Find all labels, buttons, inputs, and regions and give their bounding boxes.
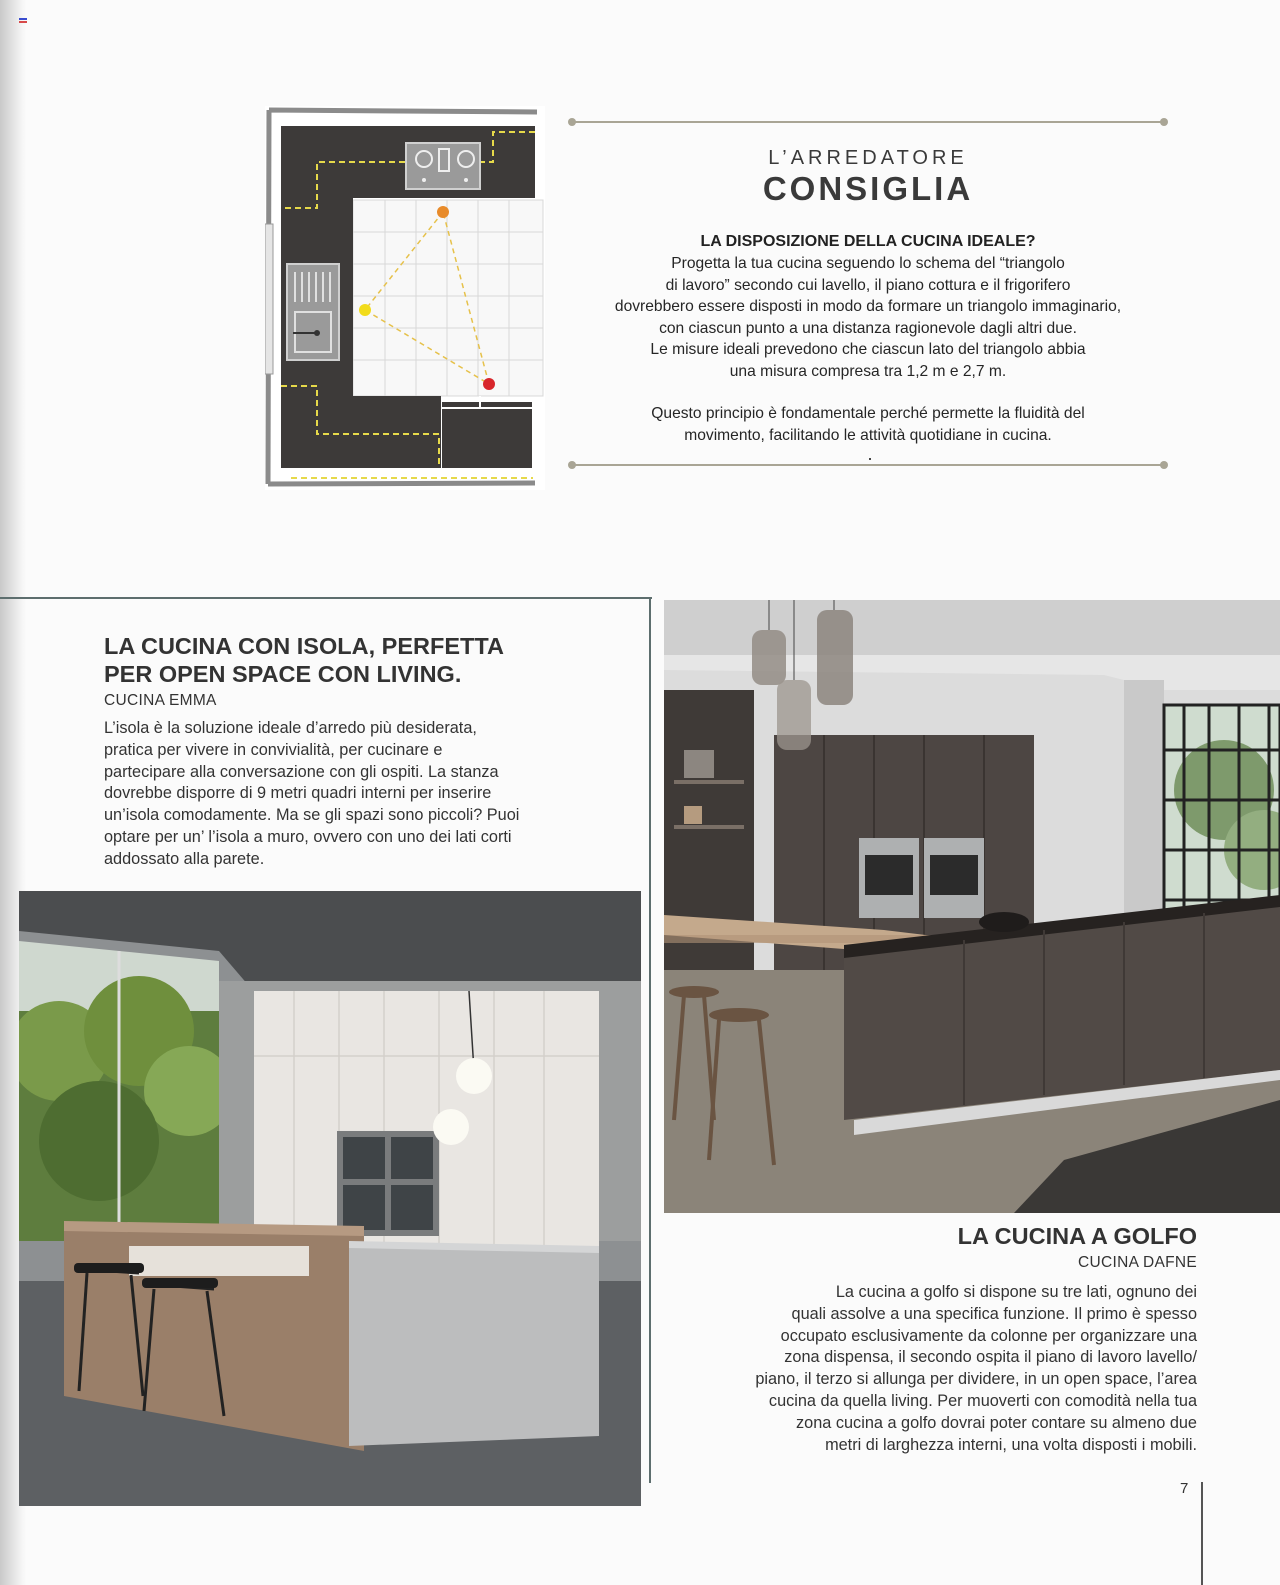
- emma-line: addossato alla parete.: [104, 849, 265, 868]
- advice-top-rule: [572, 121, 1164, 123]
- emma-kitchen-photo: [19, 891, 641, 1506]
- page-rule: [1201, 1482, 1203, 1585]
- emma-subtitle: CUCINA EMMA: [104, 692, 217, 709]
- kitchen-plan-diagram: [265, 106, 545, 490]
- advice-title: CONSIGLIA: [762, 170, 974, 207]
- dafne-line: zona dispensa, il secondo ospita il piano di lavoro lavello/: [784, 1348, 1197, 1367]
- advice-line: movimento, facilitando le attività quotidiane in cucina.: [684, 426, 1052, 444]
- advice-body: [572, 253, 1164, 383]
- emma-line: dovrebbe disporre di 9 metri quadri interni per inserire: [104, 784, 492, 803]
- dafne-subtitle: CUCINA DAFNE: [1077, 1254, 1197, 1271]
- fridge-point: [483, 378, 495, 390]
- advice-line: di lavoro” secondo cui lavello, il piano cottura e il frigorifero: [665, 276, 1071, 294]
- dafne-body: [657, 1282, 1197, 1456]
- hob-icon: [406, 143, 480, 189]
- emma-title-line: LA CUCINA CON ISOLA, PERFETTA: [104, 633, 504, 659]
- tile-floor: [353, 200, 543, 396]
- emma-body: [104, 718, 624, 871]
- dafne-kitchen-photo: [664, 600, 1280, 1213]
- dafne-line: zona cucina a golfo dovrai poter contare su almeno due: [796, 1413, 1197, 1432]
- advice-line: dovrebbero essere disposti in modo da formare un triangolo immaginario,: [614, 298, 1122, 316]
- section-frame-top: [0, 597, 652, 599]
- advice-body-2: [572, 403, 1164, 446]
- sink-point: [359, 304, 371, 316]
- page-number: 7: [1180, 1480, 1189, 1497]
- dafne-line: occupato esclusivamente da colonne per organizzare una: [780, 1326, 1197, 1345]
- dafne-line: La cucina a golfo si dispone su tre lati, ognuno dei: [835, 1283, 1197, 1301]
- stove-point: [437, 206, 449, 218]
- advice-question: LA DISPOSIZIONE DELLA CUCINA IDEALE?: [700, 233, 1036, 250]
- emma-line: optare per un’ l’isola a muro, ovvero con uno dei lati corti: [104, 827, 512, 846]
- dafne-line: quali assolve a una specifica funzione. Il primo è spesso: [791, 1304, 1197, 1323]
- separator-dot: [869, 458, 871, 460]
- sink-icon: [287, 264, 339, 360]
- emma-title: [104, 632, 624, 688]
- dafne-title: LA CUCINA A GOLFO: [957, 1223, 1197, 1249]
- advice-kicker: L’ARREDATORE: [768, 147, 968, 169]
- advice-line: Le misure ideali prevedono che ciascun lato del triangolo abbia: [650, 341, 1086, 359]
- advice-line: Questo principio è fondamentale perché permette la fluidità del: [651, 405, 1085, 422]
- dafne-line: cucina da quella living. Per muoverti con comodità nella tua: [768, 1391, 1197, 1410]
- emma-line: pratica per vivere in convivialità, per cucinare e: [104, 740, 443, 759]
- emma-line: L’isola è la soluzione ideale d’arredo più desiderata,: [104, 719, 477, 737]
- emma-line: un’isola comodamente. Ma se gli spazi sono piccoli? Puoi: [104, 806, 520, 825]
- dafne-line: piano, il terzo si allunga per dividere, in un open space, l’area: [755, 1370, 1197, 1389]
- advice-line: una misura compresa tra 1,2 m e 2,7 m.: [729, 362, 1007, 380]
- corner-flag-icon: [19, 18, 27, 25]
- advice-line: Progetta la tua cucina seguendo lo schema del “triangolo: [671, 255, 1065, 272]
- dafne-line: metri di larghezza interni, una volta disposti i mobili.: [825, 1435, 1197, 1454]
- advice-line: con ciascun punto a una distanza ragionevole dagli altri due.: [659, 319, 1077, 337]
- emma-line: partecipare alla conversazione con gli ospiti. La stanza: [104, 762, 499, 781]
- advice-bottom-rule: [572, 464, 1164, 466]
- emma-title-line: PER OPEN SPACE CON LIVING.: [104, 661, 462, 687]
- section-frame-divider: [649, 597, 651, 1483]
